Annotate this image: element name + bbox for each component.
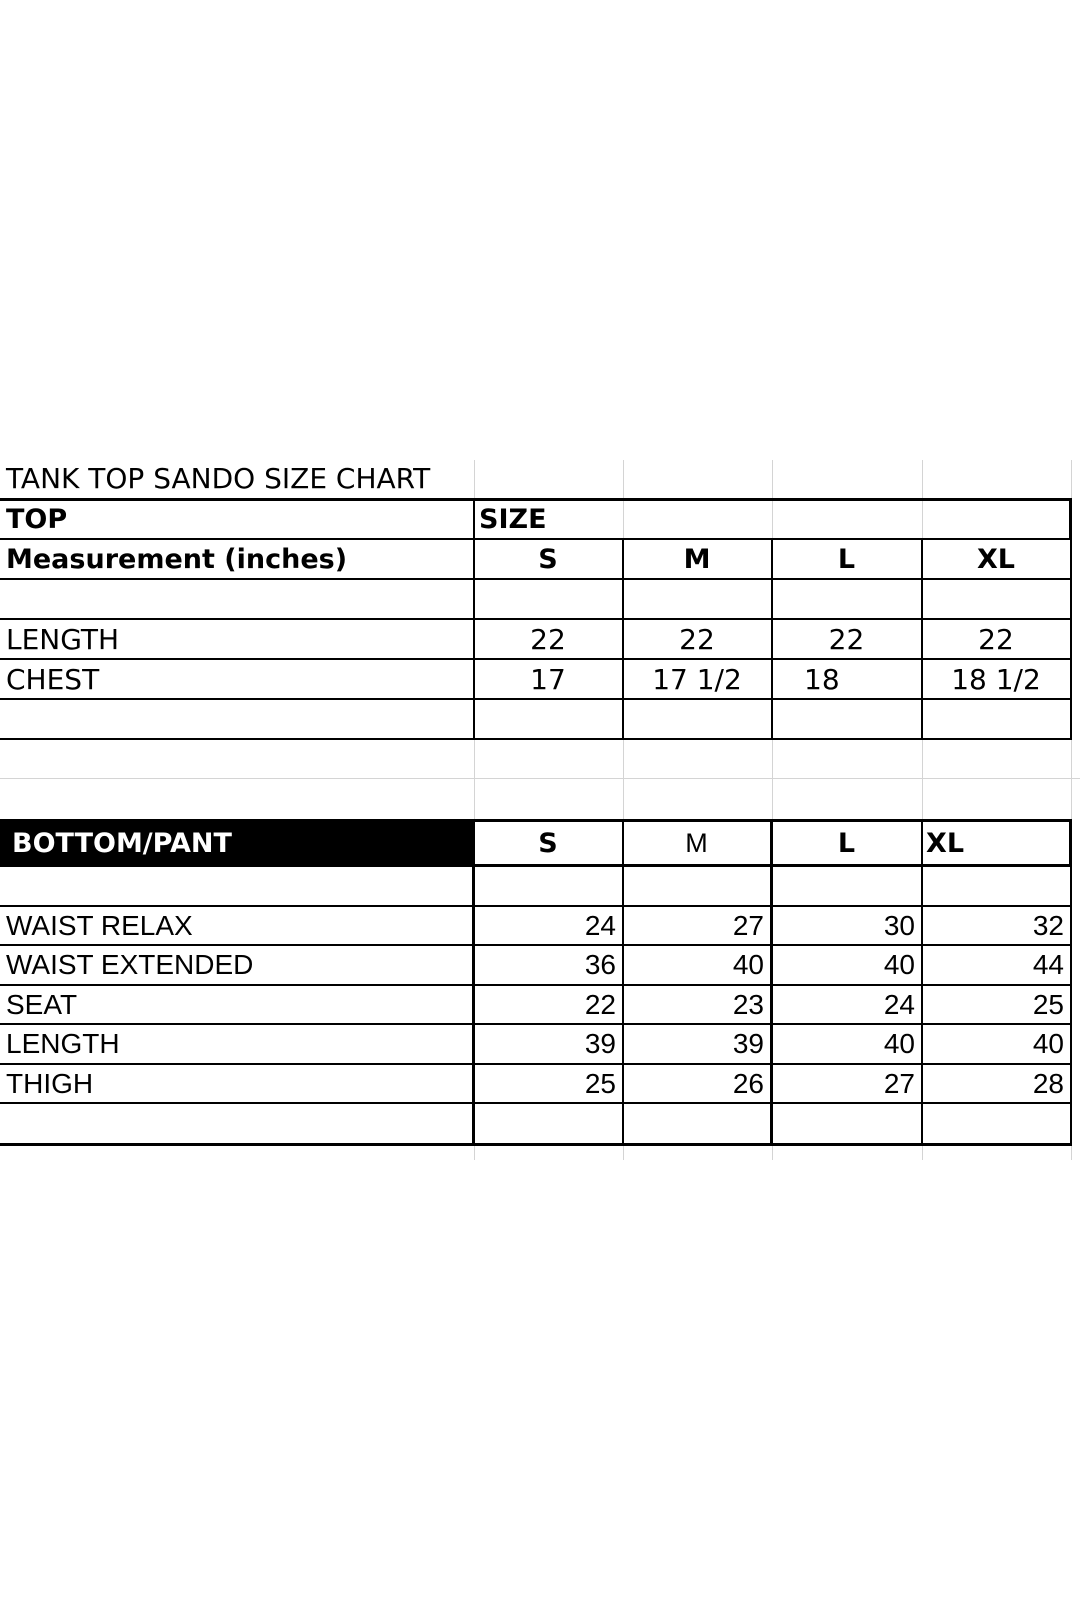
row-label-thigh: THIGH (0, 1065, 475, 1104)
value-cell: 30 (772, 907, 923, 946)
value-cell: 40 (772, 946, 923, 986)
size-header-m: M (623, 540, 773, 580)
row-label-length: LENGTH (0, 620, 475, 660)
empty-cell (922, 1104, 1072, 1146)
value-cell: 23 (623, 986, 773, 1025)
value-cell: 17 (474, 660, 624, 700)
row-label-waist-relax: WAIST RELAX (0, 907, 475, 946)
value-cell: 36 (474, 946, 624, 986)
empty-cell (772, 580, 923, 620)
chart-title: TANK TOP SANDO SIZE CHART (6, 461, 431, 495)
size-label: SIZE (474, 498, 1072, 540)
empty-cell (0, 700, 475, 740)
value-cell: 32 (922, 907, 1072, 946)
measurement-label: Measurement (inches) (0, 540, 475, 580)
empty-cell (772, 1104, 923, 1146)
size-header-s: S (474, 540, 624, 580)
row-label-seat: SEAT (0, 986, 475, 1025)
value-cell: 40 (922, 1025, 1072, 1065)
value-cell: 27 (623, 907, 773, 946)
empty-cell (474, 1104, 624, 1146)
value-cell: 22 (922, 620, 1072, 660)
value-cell: 39 (474, 1025, 624, 1065)
value-cell: 40 (772, 1025, 923, 1065)
bottom-header-label: BOTTOM/PANT (0, 819, 475, 867)
size-header-l: L (772, 540, 923, 580)
empty-cell (474, 700, 624, 740)
empty-cell (623, 867, 773, 907)
size-header-xl: XL (922, 540, 1072, 580)
bottom-size-header-s: S (474, 819, 624, 867)
bottom-size-header-m: M (623, 819, 773, 867)
value-cell: 18 1/2 (922, 660, 1072, 700)
value-cell: 18 (772, 660, 923, 700)
bottom-size-header-xl: XL (922, 819, 1072, 867)
value-cell: 40 (623, 946, 773, 986)
empty-cell (772, 867, 923, 907)
gridline (0, 778, 1080, 779)
value-cell: 22 (474, 986, 624, 1025)
empty-cell (922, 580, 1072, 620)
value-cell: 28 (922, 1065, 1072, 1104)
empty-cell (623, 700, 773, 740)
empty-cell (0, 867, 475, 907)
row-label-length: LENGTH (0, 1025, 475, 1065)
value-cell: 22 (623, 620, 773, 660)
empty-cell (0, 580, 475, 620)
value-cell: 26 (623, 1065, 773, 1104)
row-label-chest: CHEST (0, 660, 475, 700)
value-cell: 44 (922, 946, 1072, 986)
bottom-size-header-l: L (772, 819, 923, 867)
top-label: TOP (0, 498, 475, 540)
empty-cell (922, 867, 1072, 907)
value-cell: 25 (474, 1065, 624, 1104)
row-label-waist-extended: WAIST EXTENDED (0, 946, 475, 986)
empty-cell (623, 1104, 773, 1146)
value-cell: 22 (772, 620, 923, 660)
value-cell: 25 (922, 986, 1072, 1025)
empty-cell (922, 700, 1072, 740)
value-cell: 39 (623, 1025, 773, 1065)
empty-cell (623, 580, 773, 620)
value-cell: 24 (772, 986, 923, 1025)
empty-cell (772, 700, 923, 740)
value-cell: 27 (772, 1065, 923, 1104)
value-cell: 22 (474, 620, 624, 660)
value-cell: 24 (474, 907, 624, 946)
value-cell: 17 1/2 (623, 660, 773, 700)
empty-cell (474, 580, 624, 620)
empty-cell (0, 1104, 475, 1146)
empty-cell (474, 867, 624, 907)
